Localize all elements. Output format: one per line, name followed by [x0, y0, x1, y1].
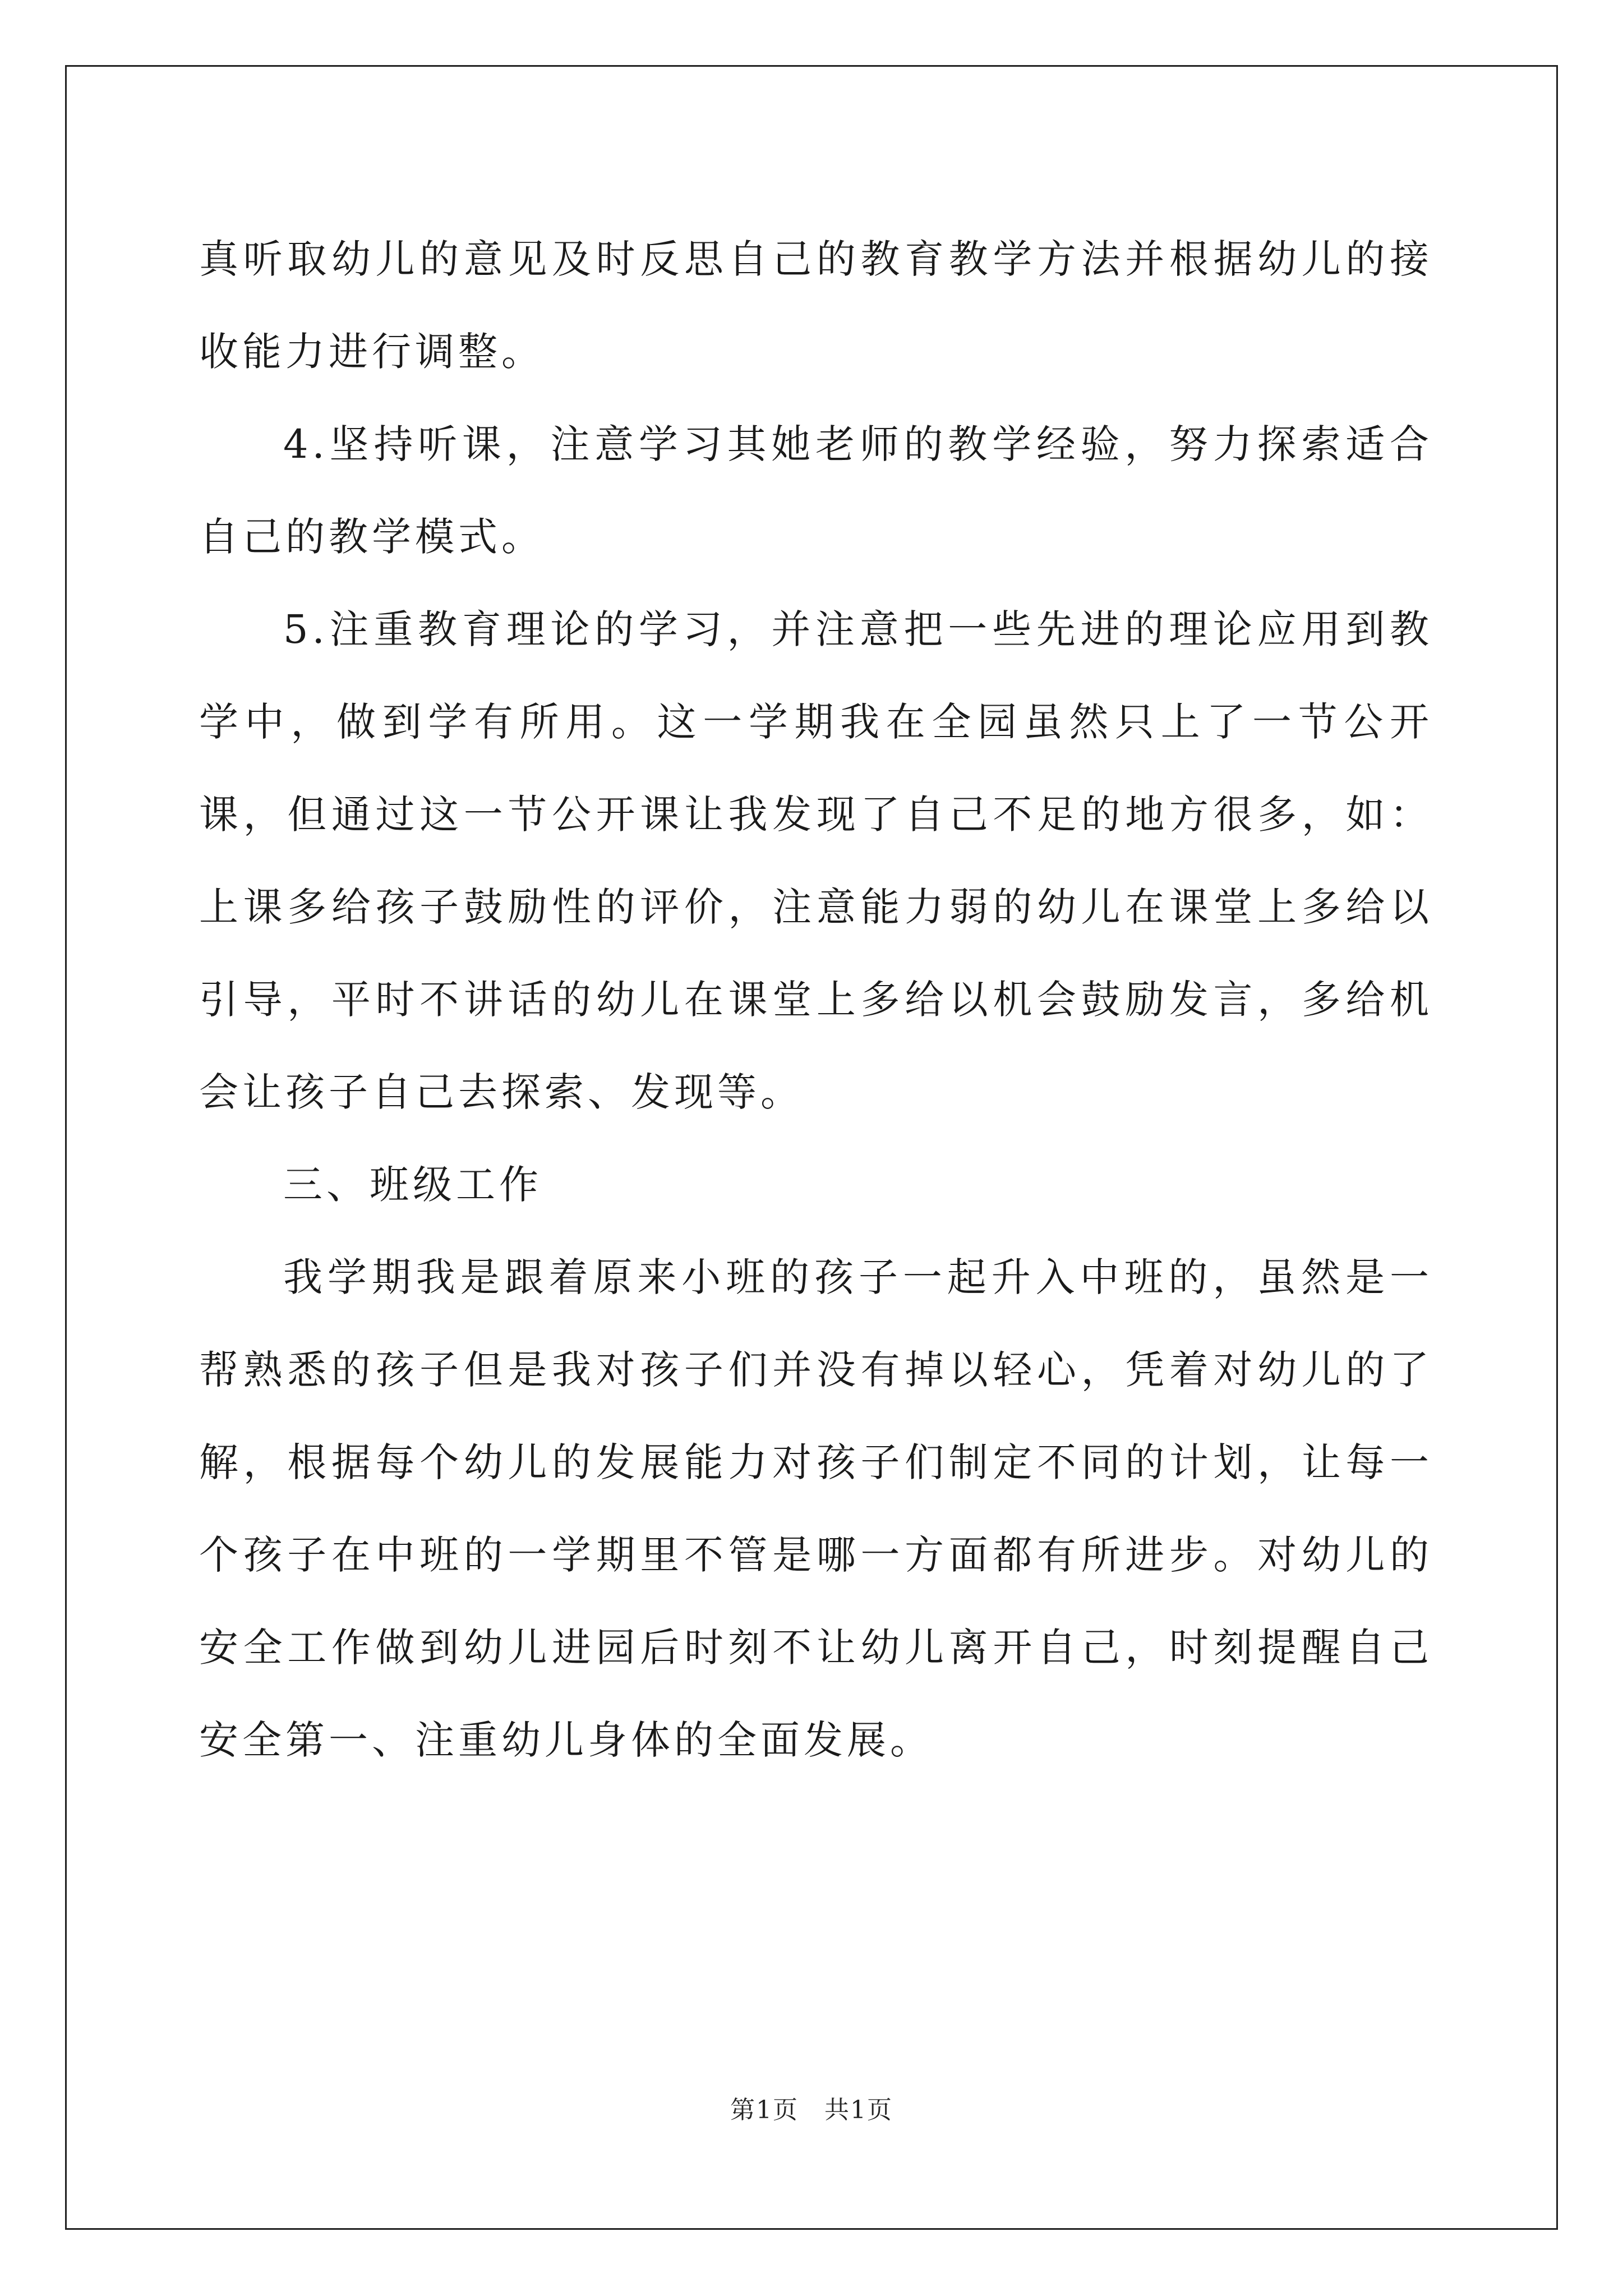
paragraph-class-work: 我学期我是跟着原来小班的孩子一起升入中班的，虽然是一帮熟悉的孩子但是我对孩子们并没有掉以轻心，凭着对幼儿的了解，根据每个幼儿的发展能力对孩子们制定不同的计划，让每一个孩子在中班的一学期里不管是哪一方面都有所进步。对幼儿的安全工作做到幼儿进园后时刻不让幼儿离开自己，时刻提醒自己安全第一、注重幼儿身体的全面发展。 [199, 1254, 1433, 1763]
page-number-footer: 第1页 共1页 [730, 2096, 893, 2124]
paragraph-item-4: 4.坚持听课，注意学习其她老师的教学经验，努力探索适合自己的教学模式。 [199, 421, 1433, 560]
document-body [199, 213, 1433, 1787]
paragraph-item-5: 5.注重教育理论的学习，并注意把一些先进的理论应用到教学中，做到学有所用。这一学期我在全园虽然只上了一节公开课，但通过这一节公开课让我发现了自己不足的地方很多，如：上课多给孩子鼓励性的评价，注意能力弱的幼儿在课堂上多给以引导，平时不讲话的幼儿在课堂上多给以机会鼓励发言，多给机会让孩子自己去探索、发现等。 [199, 606, 1433, 1115]
section-heading-class-work: 三、班级工作 [283, 1162, 542, 1208]
paragraph-continuation: 真听取幼儿的意见及时反思自己的教育教学方法并根据幼儿的接收能力进行调整。 [199, 236, 1433, 375]
